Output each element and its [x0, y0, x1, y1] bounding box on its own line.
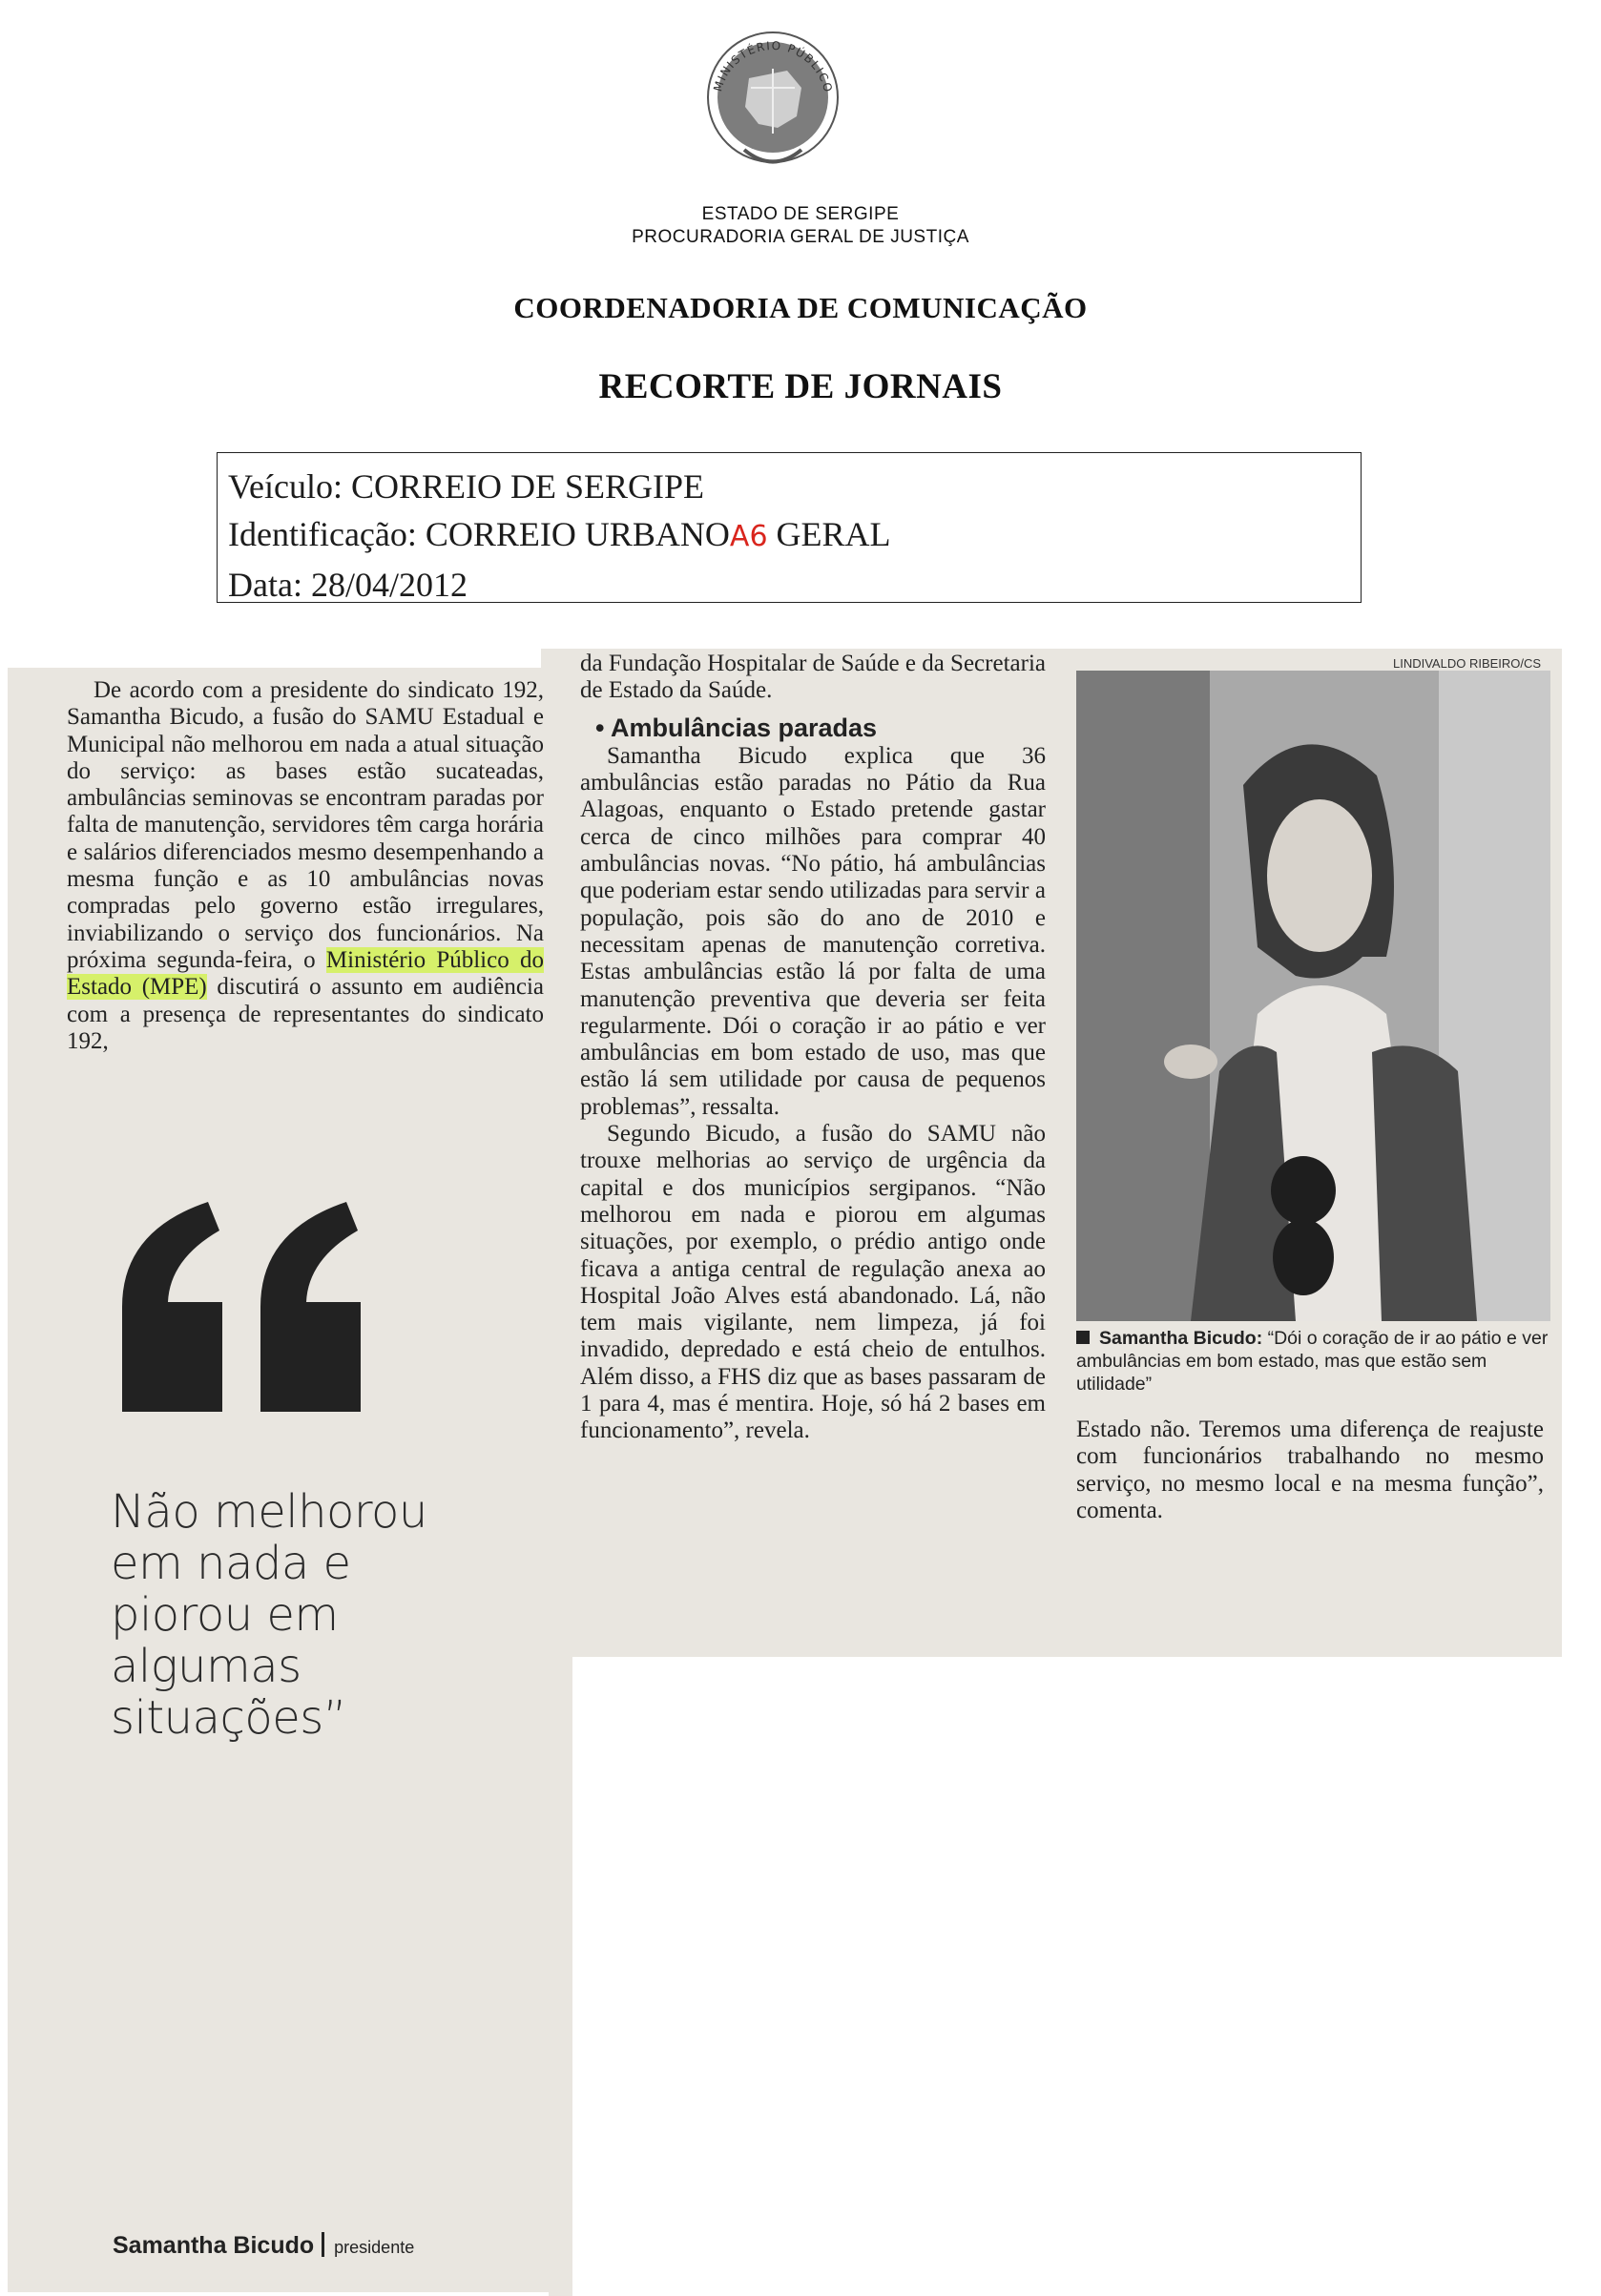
- caption-bullet-icon: [1076, 1331, 1090, 1344]
- ministerio-publico-seal: [692, 21, 854, 183]
- quote-mark-icon: [103, 1192, 389, 1421]
- article-column-3: [1076, 1417, 1544, 1524]
- handwritten-page: A6: [729, 520, 768, 553]
- col1-text-cont: discutirá o assunto em audiência com a presença de representantes do sindicato 192,: [67, 974, 544, 1054]
- state-name: ESTADO DE SERGIPE: [701, 204, 900, 224]
- col1-text: De acordo com a presidente do sindicato 192, Samantha Bicudo, a fusão do SAMU Estadual e Municipal não melhorou em nada a atual situação do serviço: as bases estão sucateadas, ambulâncias seminovas se encontram paradas por falta de manutenção, servidores têm carga horária e salários diferenciados mesmo desempenhando a mesma função e as 10 ambulâncias novas compradas pelo governo estão irregulares, inviabilizando o serviço dos funcionários. Na próxima segunda-feira, o: [67, 677, 544, 973]
- col2-intro: da Fundação Hospitalar de Saúde e da Secretaria de Estado da Saúde.: [580, 651, 1046, 704]
- subheading: • Ambulâncias paradas: [595, 713, 878, 742]
- vehicle-label: Veículo:: [228, 467, 343, 506]
- photo-caption: [1076, 1327, 1553, 1396]
- caption-name: Samantha Bicudo:: [1099, 1328, 1263, 1349]
- page-title: RECORTE DE JORNAIS: [598, 367, 1003, 406]
- date-value: 28/04/2012: [310, 566, 468, 604]
- vehicle-value: CORREIO DE SERGIPE: [350, 467, 705, 506]
- quote-role: presidente: [334, 2238, 415, 2257]
- photo-credit: LINDIVALDO RIBEIRO/CS: [1393, 656, 1542, 671]
- identification-label: Identificação:: [228, 515, 417, 553]
- procuradoria-name: PROCURADORIA GERAL DE JUSTIÇA: [632, 227, 969, 247]
- article-column-2: [580, 651, 1046, 1445]
- caption-text: “Dói o coração de ir ao pátio e ver ambulâncias em bom estado, mas que estão sem utilidade”: [1076, 1328, 1549, 1395]
- seal-text: MINISTÉRIO PÚBLICO: [711, 38, 836, 95]
- clipping-info-box: [217, 452, 1362, 603]
- article-column-1: [67, 677, 544, 1055]
- coordination-title: COORDENADORIA DE COMUNICAÇÃO: [513, 291, 1088, 324]
- col2-paragraph-1: Samantha Bicudo explica que 36 ambulâncias estão paradas no Pátio da Rua Alagoas, enquanto o Estado pretende gastar cerca de cinco milhões para comprar 40 ambulâncias novas. “No pátio, há ambulâncias que poderiam estar sendo utilizadas para servir a população, pois são do ano de 2010 e necessitam apenas de manutenção corretiva. Estas ambulâncias estão lá por falta de uma manutenção preventiva que deveria ser feita regularmente. Dói o coração ir ao pátio e ver ambulâncias em bom estado de uso, mas que estão lá sem utilidade por causa de pequenos problemas”, ressalta.: [580, 742, 1046, 1120]
- highlighted-mpe: Ministério Público do Estado (MPE): [67, 946, 544, 1001]
- quote-author: Samantha Bicudo: [113, 2232, 315, 2259]
- pull-quote: Não melhorou em nada e piorou em algumas situações”: [111, 1485, 427, 1745]
- col2-paragraph-2: Segundo Bicudo, a fusão do SAMU não trouxe melhorias ao serviço de urgência da capital e dos municípios sergipanos. “Não melhorou em nada e piorou em algumas situações, por exemplo, o prédio antigo onde ficava a antiga central de regulação anexa ao Hospital João Alves está abandonado. Lá, não tem mais vigilante, nem limpeza, já foi invadido, depredado e está cheio de entulhos. Além disso, a FHS diz que as bases passaram de 1 para 4, mas é mentira. Hoje, só há 2 bases em funcionamento”, revela.: [580, 1121, 1046, 1444]
- date-label: Data:: [228, 566, 302, 604]
- identification-section: GERAL: [776, 515, 891, 553]
- pull-quote-attribution: [113, 2232, 414, 2260]
- portrait-photo: [1076, 671, 1550, 1321]
- identification-row: [228, 510, 1361, 561]
- date-row: [228, 561, 1361, 609]
- vehicle-row: [228, 463, 1361, 510]
- identification-value: CORREIO URBANO: [425, 515, 730, 553]
- clipping-paper-strip: [549, 1657, 572, 2296]
- col3-paragraph: Estado não. Teremos uma diferença de reajuste com funcionários trabalhando no mesmo serviço, no mesmo local e na mesma função”, comenta.: [1076, 1417, 1544, 1523]
